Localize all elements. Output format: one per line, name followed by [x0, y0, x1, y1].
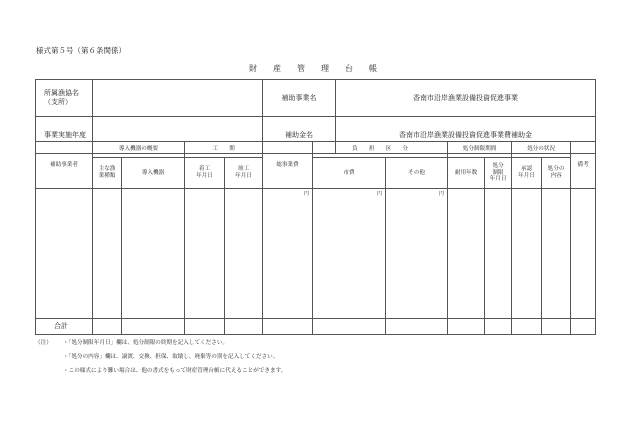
total-cost-header: 総事業費 [263, 142, 313, 189]
grid-header-row-1 [36, 142, 596, 158]
disposal-content-header [542, 158, 571, 189]
project-label: 補助事業名 [263, 80, 336, 117]
cell-disposal-content[interactable] [542, 189, 571, 319]
total-total-cost[interactable] [263, 319, 313, 335]
cell-city-cost[interactable]: 円 [313, 189, 386, 319]
equipment-header: 導入機器 [122, 158, 185, 189]
disposal-status-header: 処分の状況 [512, 142, 571, 158]
limit-date-header-line3: 年月日 [489, 176, 507, 183]
operator-header: 補助事業者 [36, 142, 93, 189]
year-label: 事業実施年度 [36, 117, 93, 154]
total-start-date[interactable] [185, 319, 225, 335]
start-date-header [185, 158, 225, 189]
end-date-header-line2: 年月日 [235, 173, 252, 179]
association-label: 所属漁協名 [44, 89, 79, 98]
cell-remarks[interactable] [571, 189, 596, 319]
cell-other-cost[interactable]: 円 [386, 189, 448, 319]
cell-total-cost[interactable]: 円 [263, 189, 313, 319]
subsidy-label: 補助金名 [263, 117, 336, 154]
cell-approval-date[interactable] [512, 189, 542, 319]
main-fishery-header-line1: 主な漁 [98, 166, 116, 173]
total-service-life[interactable] [448, 319, 485, 335]
subsidy-value: 香南市沿岸漁業設備投資促進事業費補助金 [336, 117, 596, 154]
association-label-cell [36, 80, 93, 117]
approval-date-header-line2: 年月日 [518, 173, 535, 179]
burden-header: 負 担 区 分 [313, 142, 448, 158]
end-date-header-line1: 竣工 [237, 166, 250, 173]
disposal-content-header-line2: 内容 [550, 173, 562, 179]
total-end-date[interactable] [225, 319, 263, 335]
disposal-content-header-line1: 処分の [547, 166, 565, 173]
ledger-grid [35, 141, 596, 335]
approval-date-header [512, 158, 542, 189]
total-disposal-content[interactable] [542, 319, 571, 335]
total-equipment[interactable] [122, 319, 185, 335]
service-life-header: 耐用年数 [448, 158, 485, 189]
grid-header-row-2 [36, 158, 596, 174]
total-label: 合計 [36, 319, 93, 335]
total-other-cost[interactable] [386, 319, 448, 335]
note-item: ・「処分の内容」欄は、譲渡、交換、担保、取壊し、廃棄等の別を記入してください。 [63, 354, 279, 360]
equipment-overview-header: 導入機器の概要 [93, 142, 185, 158]
disposal-limit-header: 処分制限期間 [448, 142, 512, 158]
branch-label: （支所） [44, 98, 72, 106]
note-mark: （注） [35, 340, 52, 346]
cell-equipment[interactable] [122, 189, 185, 319]
main-fishery-header [93, 158, 122, 189]
grid-total-row [36, 319, 596, 335]
total-main-fishery[interactable] [93, 319, 122, 335]
start-date-header-line2: 年月日 [196, 173, 213, 179]
end-date-header [225, 158, 263, 189]
form-title: 財 産 管 理 台 帳 [249, 64, 381, 73]
start-date-header-line1: 着工 [198, 166, 211, 173]
city-cost-header: 市費 [313, 158, 386, 189]
main-fishery-header-line2: 業種類 [98, 173, 116, 179]
total-limit-date[interactable] [485, 319, 512, 335]
limit-date-header [485, 158, 512, 189]
limit-date-header-line1: 処分 [492, 162, 504, 169]
limit-date-header-line2: 制限 [492, 169, 504, 176]
grid-data-row [36, 189, 596, 319]
cell-service-life[interactable] [448, 189, 485, 319]
cell-limit-date[interactable] [485, 189, 512, 319]
construction-period-header: 工 期 [185, 142, 263, 158]
approval-date-header-line1: 承認 [520, 166, 533, 173]
project-value: 香南市沿岸漁業設備投資促進事業 [336, 80, 596, 117]
remarks-header: 備考 [571, 142, 596, 189]
cell-end-date[interactable] [225, 189, 263, 319]
association-value[interactable] [93, 80, 263, 117]
total-remarks[interactable] [571, 319, 596, 335]
total-city-cost[interactable] [313, 319, 386, 335]
cell-main-fishery[interactable] [93, 189, 122, 319]
cell-start-date[interactable] [185, 189, 225, 319]
info-row-association [36, 80, 596, 117]
note-item: ・この様式により難い場合は、他の書式をもって財産管理台帳に代えることができます。 [63, 368, 287, 374]
form-number: 様式第５号（第６条関係） [36, 46, 126, 55]
cell-operator[interactable] [36, 189, 93, 319]
note-item: ・「処分制限年月日」欄は、処分制限の終期を記入してください。 [63, 340, 229, 346]
total-approval-date[interactable] [512, 319, 542, 335]
other-cost-header: その他 [386, 158, 448, 189]
